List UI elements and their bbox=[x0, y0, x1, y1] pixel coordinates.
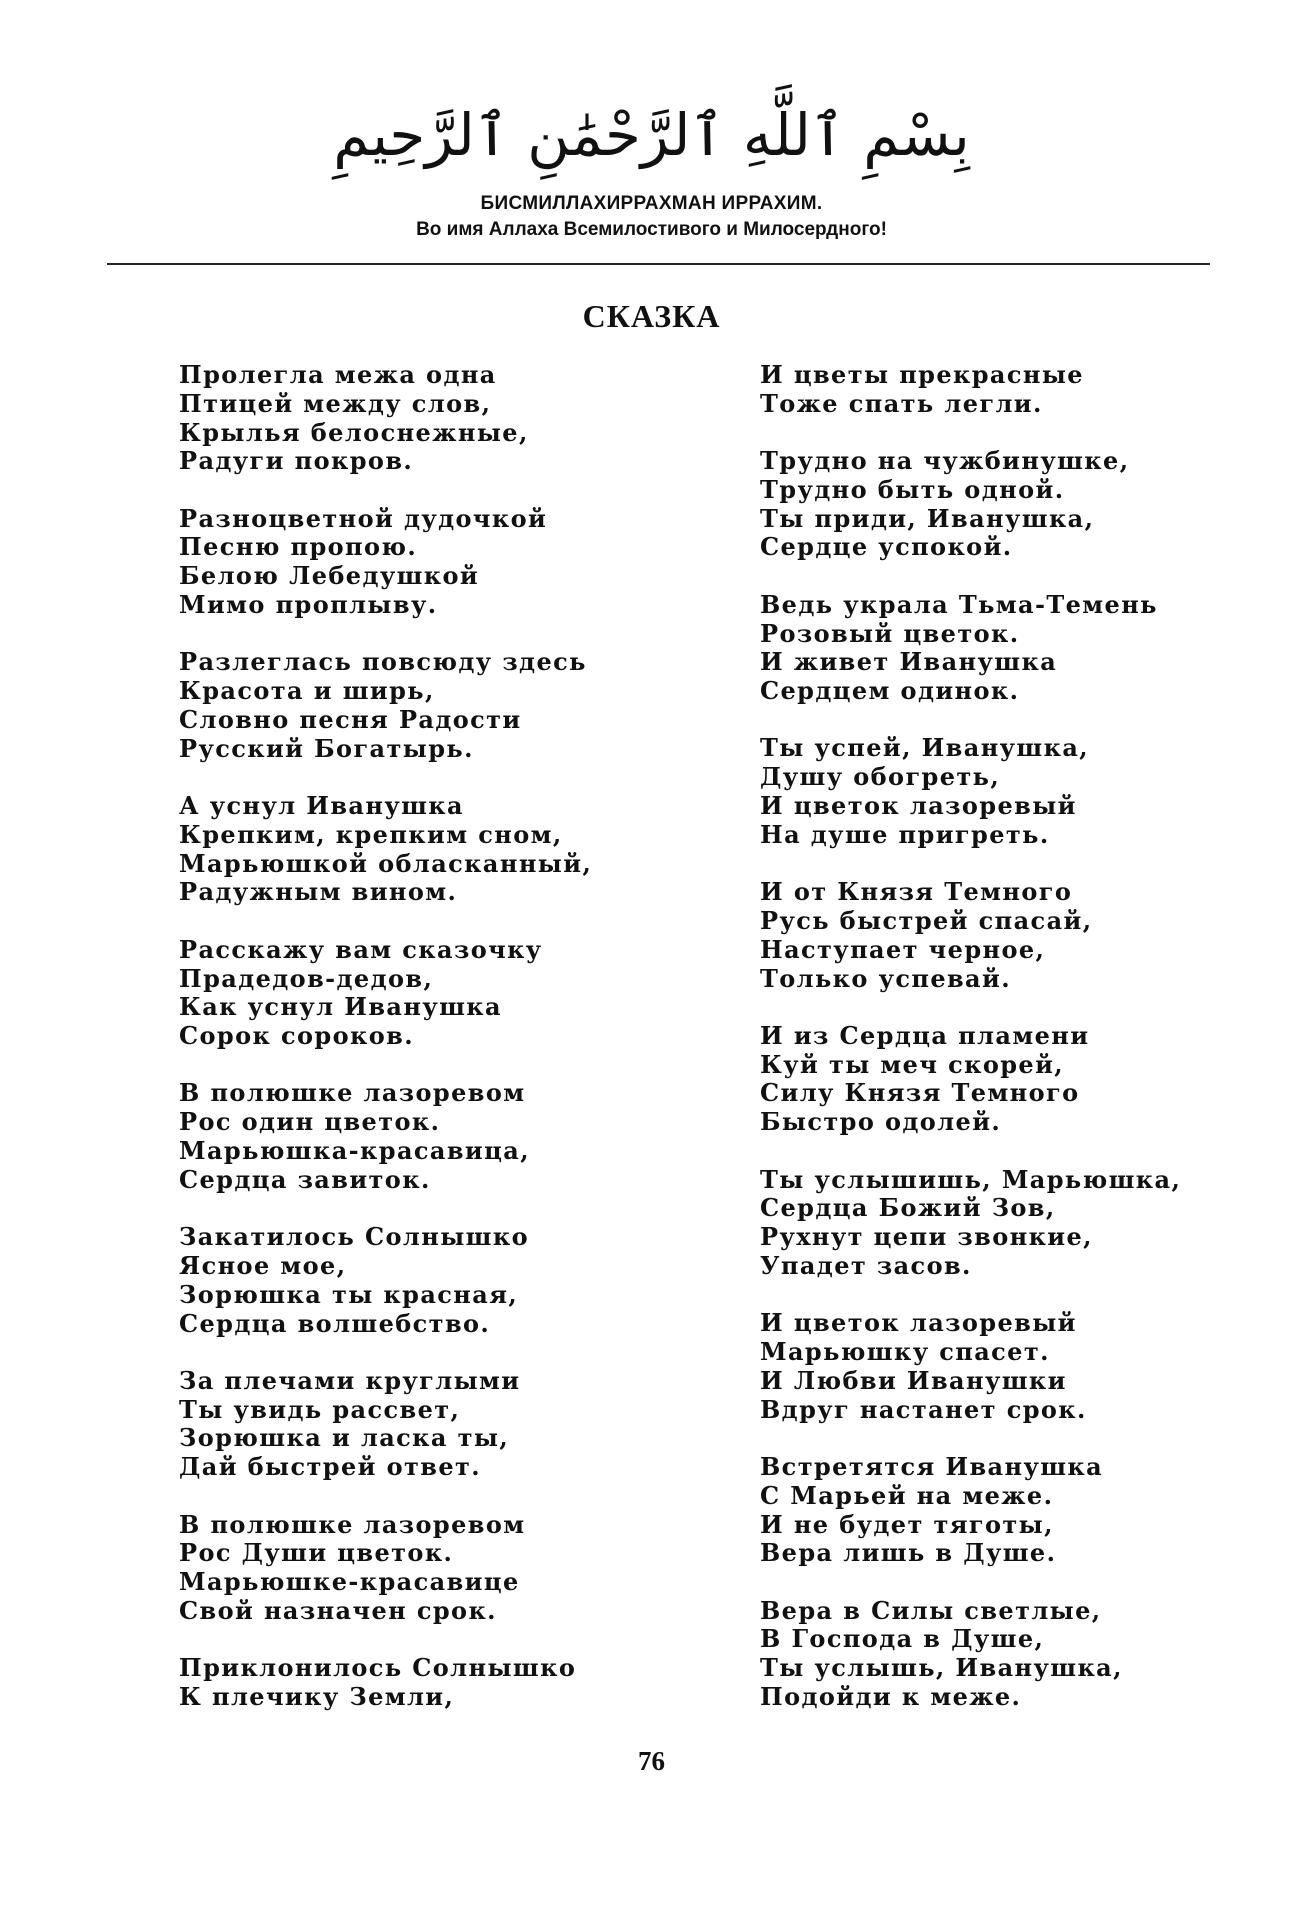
poem-line: И живет Иванушка bbox=[760, 647, 1058, 677]
poem-line: Марьюшка-красавица, bbox=[179, 1136, 530, 1166]
poem-line: Радужным вином. bbox=[179, 877, 458, 907]
poem-line: Русский Богатырь. bbox=[179, 733, 474, 763]
stanza bbox=[760, 1166, 1210, 1281]
poem-line: Прадедов-дедов, bbox=[179, 963, 434, 993]
poem-line: Ведь украла Тьма-Темень bbox=[760, 589, 1158, 619]
poem-line: Как уснул Иванушка bbox=[179, 992, 502, 1022]
poem-line: Пролегла межа одна bbox=[179, 360, 497, 389]
stanza bbox=[179, 648, 619, 763]
poem-line: Белою Лебедушкой bbox=[179, 561, 480, 591]
stanza bbox=[179, 1511, 619, 1626]
poem-line: Красота и ширь, bbox=[179, 676, 435, 706]
poem-line: Ты услышишь, Марьюшка, bbox=[760, 1164, 1182, 1194]
poem-line: Сердце успокой. bbox=[760, 532, 1013, 562]
poem-line: Ты успей, Иванушка, bbox=[760, 733, 1090, 763]
poem-line: Ты услышь, Иванушка, bbox=[760, 1653, 1123, 1683]
poem-line: Силу Князя Темного bbox=[760, 1078, 1080, 1108]
stanza bbox=[179, 1654, 619, 1712]
stanza bbox=[760, 1597, 1210, 1712]
poem-line: И не будет тяготы, bbox=[760, 1509, 1054, 1539]
poem-line: Мимо проплыву. bbox=[179, 590, 438, 620]
poem-line: За плечами круглыми bbox=[179, 1365, 521, 1395]
poem-line: Приклонилось Солнышко bbox=[179, 1653, 577, 1683]
stanza bbox=[760, 734, 1210, 849]
poem-line: Зорюшка и ласка ты, bbox=[179, 1423, 510, 1453]
poem-line: Птицей между слов, bbox=[179, 388, 492, 418]
poem-line: Ты увидь рассвет, bbox=[179, 1394, 461, 1424]
stanza bbox=[760, 1453, 1210, 1568]
poem-line: Быстро одолей. bbox=[760, 1107, 1002, 1137]
basmala-calligraphy: بِسْمِ ٱللَّهِ ٱلرَّحْمَٰنِ ٱلرَّحِيمِ bbox=[333, 101, 970, 169]
poem-line: Свой назначен срок. bbox=[179, 1595, 497, 1625]
poem-line: Сердца Божий Зов, bbox=[760, 1193, 1056, 1223]
poem-column-left bbox=[179, 361, 619, 1740]
poem-line: И цветы прекрасные bbox=[760, 360, 1084, 389]
poem-line: Радуги покров. bbox=[179, 446, 414, 476]
stanza bbox=[760, 1022, 1210, 1137]
poem-line: На душе пригреть. bbox=[760, 819, 1050, 849]
stanza bbox=[179, 792, 619, 907]
poem-line: И цветок лазоревый bbox=[760, 791, 1077, 821]
poem-line: Песню пропою. bbox=[179, 532, 418, 562]
page-number: 76 bbox=[638, 1746, 665, 1776]
stanza bbox=[179, 1079, 619, 1194]
poem-line: Сердца завиток. bbox=[179, 1164, 431, 1194]
poem-line: В полюшке лазоревом bbox=[179, 1078, 526, 1108]
poem-title: СКАЗКА bbox=[582, 298, 721, 334]
poem-line: Дай быстрей ответ. bbox=[179, 1452, 482, 1482]
poem-line: И цветок лазоревый bbox=[760, 1308, 1077, 1338]
poem-line: Рос Души цветок. bbox=[179, 1538, 454, 1568]
poem-line: Марьюшку спасет. bbox=[760, 1337, 1050, 1367]
poem-line: Вдруг настанет срок. bbox=[760, 1394, 1087, 1424]
stanza bbox=[179, 505, 619, 620]
poem-line: Только успевай. bbox=[760, 963, 1011, 993]
poem-line: Рос один цветок. bbox=[179, 1107, 441, 1137]
stanza bbox=[760, 447, 1210, 562]
poem-line: Трудно быть одной. bbox=[760, 474, 1065, 504]
poem-column-right bbox=[760, 361, 1210, 1740]
poem-line: Марьюшке-красавице bbox=[179, 1567, 520, 1597]
poem-line: Трудно на чужбинушке, bbox=[760, 446, 1130, 476]
poem-line: Подойди к меже. bbox=[760, 1681, 1022, 1711]
poem-line: Вера лишь в Душе. bbox=[760, 1538, 1057, 1568]
poem-line: И из Сердца пламени bbox=[760, 1020, 1090, 1050]
poem-line: Душу обогреть, bbox=[760, 762, 1001, 792]
poem-line: Разноцветной дудочкой bbox=[179, 503, 548, 533]
poem-line: Сердцем одинок. bbox=[760, 676, 1020, 706]
poem-line: Рухнут цепи звонкие, bbox=[760, 1222, 1093, 1252]
poem-line: В Господа в Душе, bbox=[760, 1624, 1045, 1654]
poem-line: И Любви Иванушки bbox=[760, 1365, 1067, 1395]
stanza bbox=[179, 1223, 619, 1338]
poem-line: Марьюшкой обласканный, bbox=[179, 848, 593, 878]
poem-line: Сердца волшебство. bbox=[179, 1308, 491, 1338]
poem-line: И от Князя Темного bbox=[760, 877, 1073, 907]
basmala-translation: Во имя Аллаха Всемилостивого и Милосердного! bbox=[416, 219, 887, 240]
poem-line: К плечику Земли, bbox=[179, 1681, 455, 1711]
header-divider bbox=[107, 263, 1210, 265]
poem-line: Куй ты меч скорей, bbox=[760, 1049, 1065, 1079]
poem-line: Расскажу вам сказочку bbox=[179, 934, 543, 964]
poem-line: Крепким, крепким сном, bbox=[179, 819, 563, 849]
stanza bbox=[760, 878, 1210, 993]
poem-line: Наступает черное, bbox=[760, 934, 1046, 964]
poem-line: Встретятся Иванушка bbox=[760, 1451, 1104, 1481]
poem-line: Вера в Силы светлые, bbox=[760, 1595, 1102, 1625]
poem-line: Сорок сороков. bbox=[179, 1021, 414, 1051]
stanza bbox=[179, 936, 619, 1051]
poem-line: Разлеглась повсюду здесь bbox=[179, 647, 587, 677]
poem-line: Ты приди, Иванушка, bbox=[760, 503, 1095, 533]
poem-line: В полюшке лазоревом bbox=[179, 1509, 526, 1539]
poem-line: Упадет засов. bbox=[760, 1250, 972, 1280]
stanza bbox=[179, 1367, 619, 1482]
stanza bbox=[760, 361, 1210, 419]
poem-line: Розовый цветок. bbox=[760, 618, 1020, 648]
basmala-transliteration: БИСМИЛЛАХИРРАХМАН ИРРАХИМ. bbox=[480, 193, 823, 214]
poem-line: Крылья белоснежные, bbox=[179, 417, 529, 447]
poem-line: Зорюшка ты красная, bbox=[179, 1279, 519, 1309]
poem-line: А уснул Иванушка bbox=[179, 791, 464, 821]
poem-line: Словно песня Радости bbox=[179, 704, 522, 734]
poem-line: С Марьей на меже. bbox=[760, 1480, 1054, 1510]
poem-line: Русь быстрей спасай, bbox=[760, 905, 1093, 935]
poem-line: Закатилось Солнышко bbox=[179, 1222, 529, 1252]
stanza bbox=[760, 1309, 1210, 1424]
poem-line: Ясное мое, bbox=[179, 1250, 347, 1280]
stanza bbox=[179, 361, 619, 476]
poem-line: Тоже спать легли. bbox=[760, 388, 1043, 418]
stanza bbox=[760, 591, 1210, 706]
